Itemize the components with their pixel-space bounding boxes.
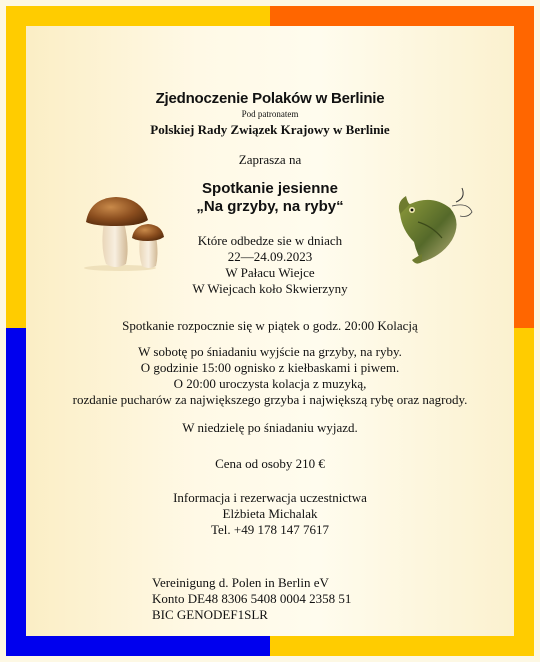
contact-info [26,490,514,538]
venue-name: W Pałacu Wiejce [225,265,315,280]
event-title-line-1: Spotkanie jesienne [202,180,338,197]
contact-phone: Tel. +49 178 147 7617 [211,522,329,537]
invite-text: Zaprasza na [238,152,302,167]
event-title-line-2: „Na grzyby, na ryby“ [196,198,344,215]
patronage-note: Pod patronatem [241,109,299,119]
schedule-sunday: W niedzielę po śniadaniu wyjazd. [182,420,358,435]
saturday-line: O 20:00 uroczysta kolacja z muzyką, [173,376,367,391]
saturday-line: O godzinie 15:00 ognisko z kiełbaskami i piwem. [140,360,400,375]
organization-title: Zjednoczenie Polaków w Berlinie [155,90,385,107]
contact-heading: Informacja i rezerwacja uczestnictwa [173,490,367,505]
council-name: Polskiej Rady Związek Krajowy w Berlinie [150,122,390,137]
saturday-line: rozdanie pucharów za największego grzyba i największą rybę oraz nagrody. [72,392,468,407]
bank-bic: BIC GENODEF1SLR [152,607,268,622]
contact-name: Elżbieta Michalak [222,506,318,521]
bank-details [152,575,452,623]
schedule-saturday [26,344,514,408]
venue-location: W Wiejcach koło Skwierzyny [192,281,348,296]
flyer-content [26,26,514,636]
details-line: Które odbedze sie w dniach [197,233,343,248]
schedule-friday: Spotkanie rozpocznie się w piątek o godz. 20:00 Kolacją [122,318,418,333]
price-text: Cena od osoby 210 € [215,456,325,471]
event-dates: 22—24.09.2023 [227,249,313,264]
bank-account: Konto DE48 8306 5408 0004 2358 51 [152,591,352,606]
saturday-line: W sobotę po śniadaniu wyjście na grzyby, na ryby. [138,344,402,359]
event-details [26,233,514,297]
bank-holder: Vereinigung d. Polen in Berlin eV [152,575,329,590]
